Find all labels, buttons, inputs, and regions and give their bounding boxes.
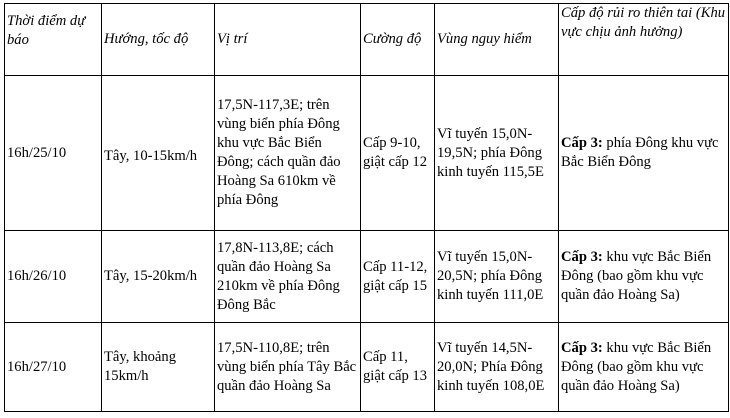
cell-danger-zone: Vĩ tuyến 14,5N-20,0N; Phía Đông kinh tuyến 108,0E (435, 323, 559, 412)
table-header-row (5, 4, 729, 76)
table-row (5, 76, 729, 231)
cell-time: 16h/27/10 (5, 323, 102, 412)
cell-danger-zone: Vĩ tuyến 15,0N-19,5N; phía Đông kinh tuyến 115,5E (435, 76, 559, 231)
cell-direction: Tây, 15-20km/h (102, 231, 215, 323)
header-position: Vị trí (215, 4, 361, 76)
header-danger-zone: Vùng nguy hiểm (435, 4, 559, 76)
table-row (5, 231, 729, 323)
risk-level-area: khu vực Bắc Biển Đông (bao gồm khu vực quần đảo Hoàng Sa) (561, 339, 712, 394)
cell-intensity: Cấp 11, giật cấp 13 (361, 323, 435, 412)
header-direction: Hướng, tốc độ (102, 4, 215, 76)
cell-position: 17,8N-113,8E; cách quần đảo Hoàng Sa 210km về phía Đông Đông Bắc (215, 231, 361, 323)
table-row (5, 323, 729, 412)
risk-level-label: Cấp 3: (561, 135, 603, 151)
cell-risk-level (559, 323, 729, 412)
risk-level-label: Cấp 3: (561, 249, 603, 265)
cell-position: 17,5N-110,8E; trên vùng biển phía Tây Bắc quần đảo Hoàng Sa (215, 323, 361, 412)
cell-time: 16h/25/10 (5, 76, 102, 231)
cell-intensity: Cấp 9-10, giật cấp 12 (361, 76, 435, 231)
risk-level-area: khu vực Bắc Biển Đông (bao gồm khu vực quần đảo Hoàng Sa) (561, 249, 712, 303)
cell-direction: Tây, 10-15km/h (102, 76, 215, 231)
cell-intensity: Cấp 11-12, giật cấp 15 (361, 231, 435, 323)
risk-level-area: phía Đông khu vực Bắc Biển Đông (561, 135, 719, 170)
forecast-table (4, 3, 729, 412)
cell-direction: Tây, khoảng 15km/h (102, 323, 215, 412)
header-intensity: Cường độ (361, 4, 435, 76)
cell-danger-zone: Vĩ tuyến 15,0N-20,5N; phía Đông kinh tuyến 111,0E (435, 231, 559, 323)
risk-level-label: Cấp 3: (561, 339, 603, 356)
cell-position: 17,5N-117,3E; trên vùng biển phía Đông khu vực Bắc Biển Đông; cách quần đảo Hoàng Sa 610km về phía Đông (215, 76, 361, 231)
cell-risk-level (559, 231, 729, 323)
header-time: Thời điểm dự báo (5, 4, 102, 76)
cell-time: 16h/26/10 (5, 231, 102, 323)
cell-risk-level (559, 76, 729, 231)
header-risk-level: Cấp độ rủi ro thiên tai (Khu vực chịu ảnh hưởng) (559, 4, 729, 76)
